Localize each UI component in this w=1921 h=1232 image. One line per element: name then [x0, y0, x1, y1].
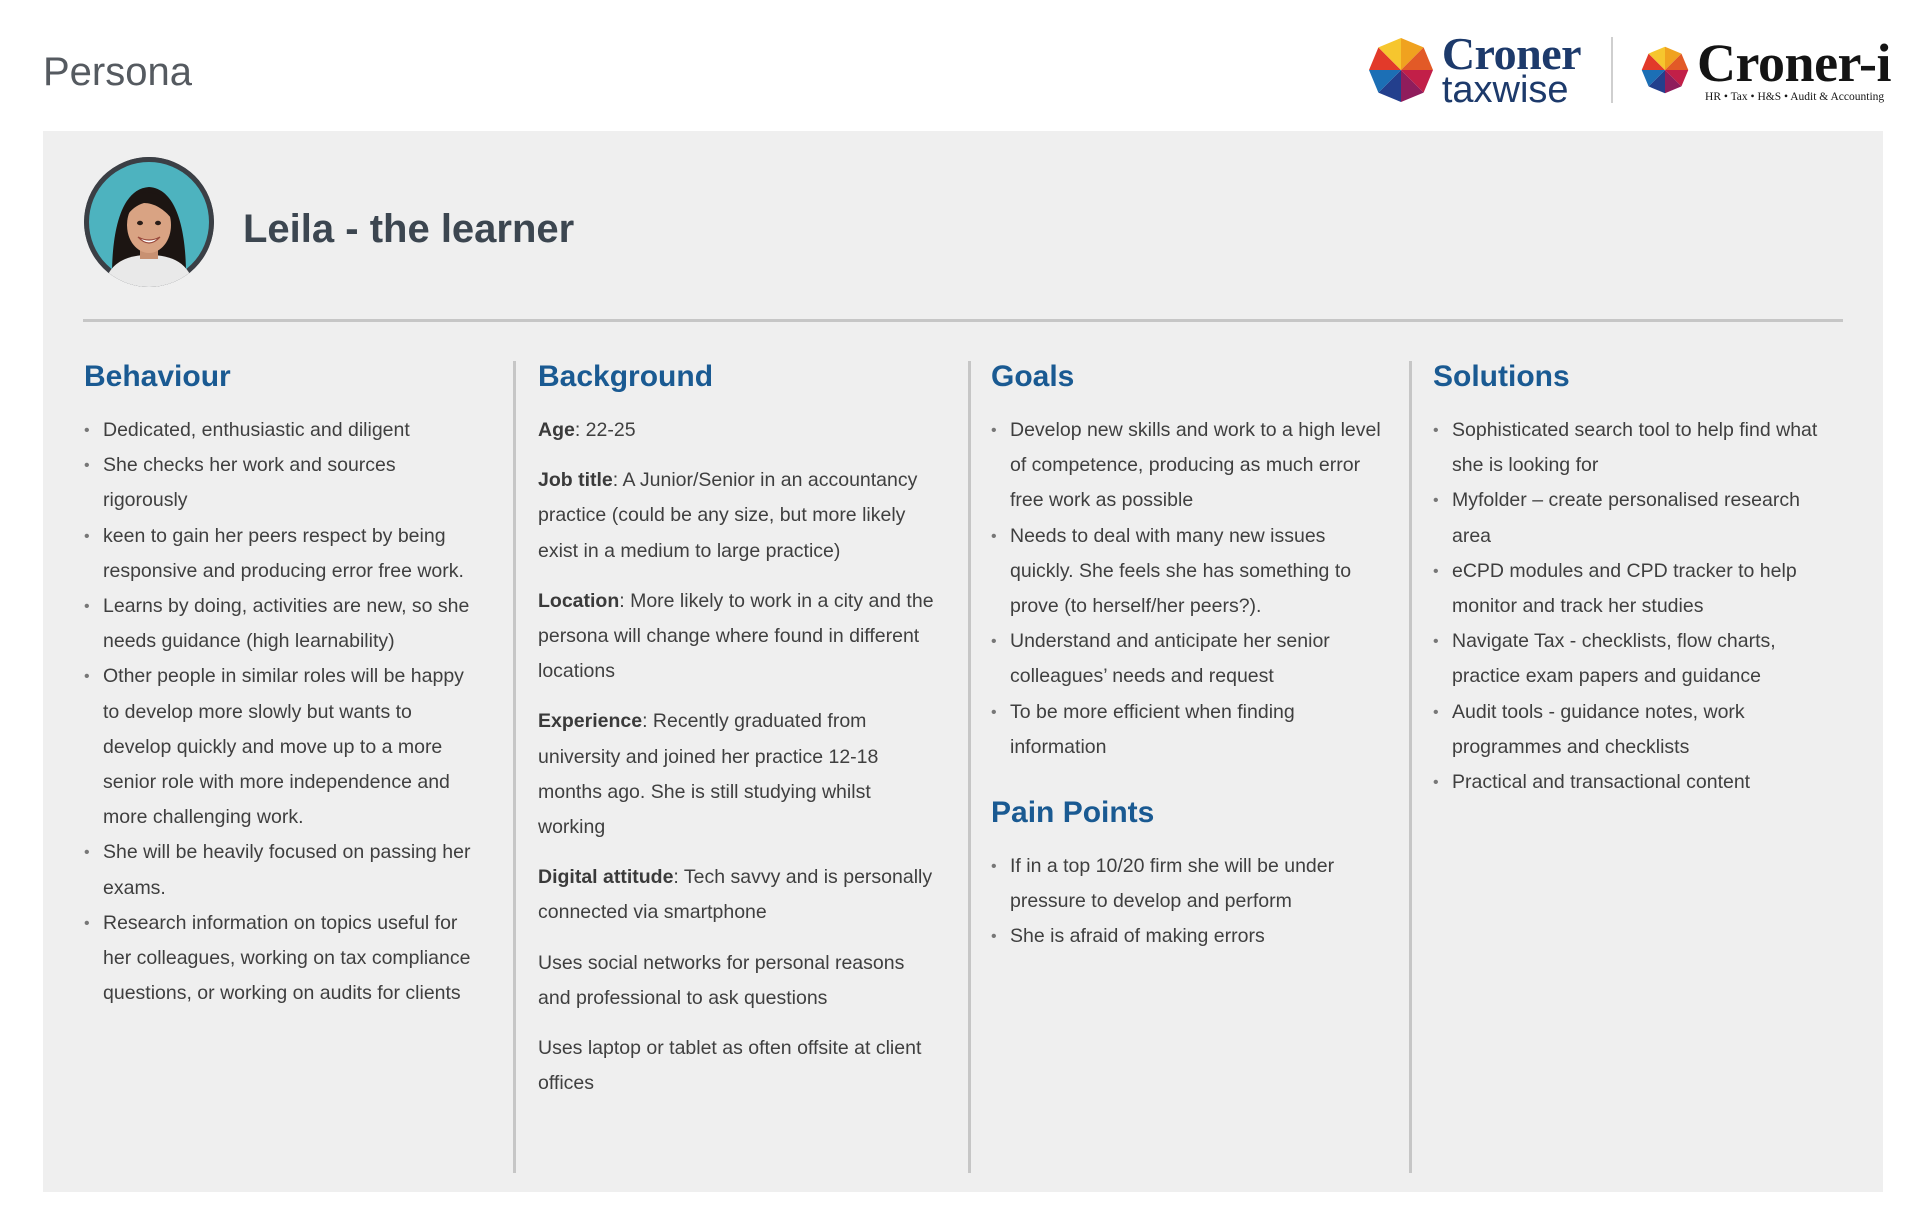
list-item: • To be more efficient when finding information	[991, 695, 1391, 765]
list-item: • Dedicated, enthusiastic and diligent	[84, 413, 484, 448]
goals-heading: Goals	[991, 360, 1075, 393]
list-item: • Navigate Tax - checklists, flow charts, practice exam papers and guidance	[1433, 624, 1843, 694]
background-devices	[538, 1031, 938, 1101]
list-item: • If in a top 10/20 firm she will be under pressure to develop and perform	[991, 849, 1391, 919]
behaviour-list	[84, 413, 484, 1011]
background-label: Experience	[538, 710, 643, 733]
list-item: • Myfolder – create personalised research area	[1433, 483, 1843, 553]
list-item: • Needs to deal with many new issues quickly. She feels she has something to prove (to herself/her peers?).	[991, 519, 1391, 625]
background-label: Location	[538, 589, 620, 612]
background-text: Uses laptop or tablet as often offsite at client offices	[538, 1037, 922, 1095]
background-label: Digital attitude	[538, 866, 674, 889]
list-item: • Sophisticated search tool to help find what she is looking for	[1433, 413, 1843, 483]
croner-taxwise-logo[interactable]	[1368, 30, 1581, 110]
background-label: Age	[538, 419, 575, 441]
background-social-networks	[538, 946, 938, 1016]
croner-i-logo[interactable]	[1641, 30, 1891, 110]
background-text: : More likely to work in a city and the persona will change where found in different locations	[538, 589, 934, 683]
brand-logos	[1368, 30, 1891, 110]
background-job-title	[538, 463, 938, 569]
persona-card	[43, 131, 1883, 1192]
croner-i-wordmark: Croner-i	[1697, 33, 1891, 94]
croner-i-tagline: HR • Tax • H&S • Audit & Accounting	[1705, 91, 1885, 104]
column-divider	[968, 361, 971, 1173]
taxwise-logo-line2: taxwise	[1441, 69, 1569, 111]
background-column	[538, 359, 938, 1116]
column-divider	[1409, 361, 1412, 1173]
list-item: • Develop new skills and work to a high level of competence, producing as much error free work as possible	[991, 413, 1391, 519]
solutions-heading: Solutions	[1433, 360, 1570, 393]
background-digital-attitude	[538, 860, 938, 930]
list-item: • She will be heavily focused on passing her exams.	[84, 835, 484, 905]
list-item: • She checks her work and sources rigorously	[84, 448, 484, 518]
solutions-column	[1433, 359, 1843, 800]
octagon-logo-icon	[1368, 37, 1434, 103]
page-title: Persona	[43, 50, 192, 94]
goals-list	[991, 413, 1391, 765]
solutions-list	[1433, 413, 1843, 800]
background-heading: Background	[538, 360, 714, 393]
logo-divider	[1611, 37, 1613, 103]
taxwise-logo-line1: Croner	[1441, 28, 1582, 79]
list-item: • Practical and transactional content	[1433, 765, 1843, 800]
background-label: Job title	[538, 469, 613, 492]
behaviour-column	[84, 359, 484, 1011]
persona-name: Leila - the learner	[243, 207, 575, 251]
list-item: • keen to gain her peers respect by being responsive and producing error free work.	[84, 519, 484, 589]
column-divider	[513, 361, 516, 1173]
background-age	[538, 413, 938, 448]
background-text: Uses social networks for personal reasons and professional to ask questions	[538, 951, 905, 1009]
list-item: • She is afraid of making errors	[991, 919, 1391, 954]
background-text: : Recently graduated from university and joined her practice 12-18 months ago. She is still studying whilst working	[538, 710, 879, 839]
background-location	[538, 584, 938, 690]
background-experience	[538, 704, 938, 845]
avatar	[84, 157, 214, 287]
behaviour-heading: Behaviour	[84, 360, 231, 393]
person-photo-icon	[84, 157, 214, 287]
header-divider	[83, 319, 1843, 322]
pain-points-heading: Pain Points	[991, 796, 1155, 830]
list-item: • Research information on topics useful for her colleagues, working on tax compliance questions, or working on audits for clients	[84, 906, 484, 1012]
list-item: • Understand and anticipate her senior colleagues’ needs and request	[991, 624, 1391, 694]
list-item: • Learns by doing, activities are new, so she needs guidance (high learnability)	[84, 589, 484, 659]
background-text: : A Junior/Senior in an accountancy practice (could be any size, but more likely exist in a medium to large practice)	[538, 469, 918, 562]
list-item: • eCPD modules and CPD tracker to help monitor and track her studies	[1433, 554, 1843, 624]
goals-column	[991, 359, 1391, 955]
pain-points-list	[991, 849, 1391, 955]
background-text: : Tech savvy and is personally connected via smartphone	[538, 866, 933, 924]
octagon-logo-icon	[1641, 46, 1689, 94]
list-item: • Other people in similar roles will be happy to develop more slowly but wants to develop quickly and move up to a more senior role with more independence and more challenging work.	[84, 659, 484, 835]
background-text: : 22-25	[574, 419, 636, 441]
list-item: • Audit tools - guidance notes, work programmes and checklists	[1433, 695, 1843, 765]
